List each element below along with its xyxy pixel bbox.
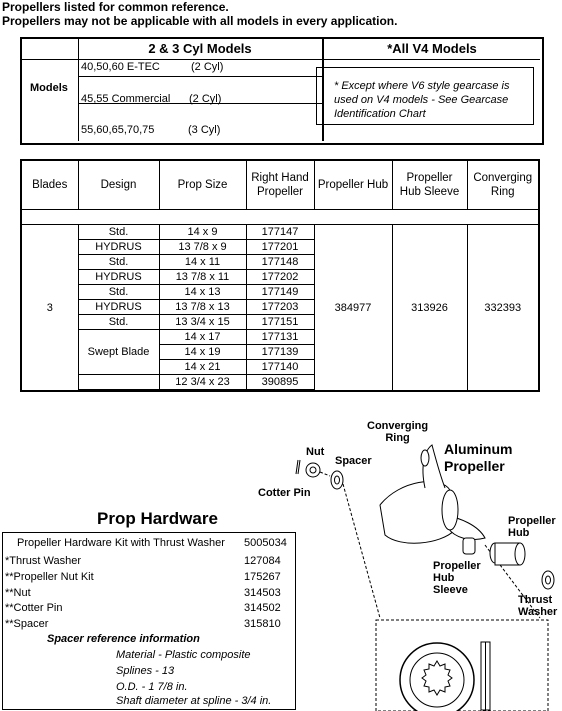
design-cell: HYDRUS bbox=[78, 270, 159, 285]
hardware-item-name: Propeller Hardware Kit with Thrust Washer bbox=[17, 537, 225, 549]
model-entry-name: 45,55 Commercial bbox=[81, 93, 171, 105]
label-cotter-pin: Cotter Pin bbox=[258, 487, 311, 499]
spacer-icon bbox=[331, 471, 343, 489]
spacer-side-view-icon bbox=[481, 642, 490, 710]
spacer-info-title: Spacer reference information bbox=[47, 633, 200, 645]
size-cell: 13 7/8 x 9 bbox=[159, 240, 246, 255]
converging-ring-icon bbox=[421, 450, 429, 466]
label-aluminum-propeller: Aluminum Propeller bbox=[444, 441, 513, 474]
col-header-hub: Propeller Hub bbox=[314, 160, 392, 210]
v4-note-line: * Except where V6 style gearcase is bbox=[334, 80, 510, 92]
size-cell: 14 x 19 bbox=[159, 345, 246, 360]
models-row-label: Models bbox=[30, 82, 68, 94]
thrust-washer-icon bbox=[542, 571, 554, 589]
label-hub-sleeve: Propeller Hub Sleeve bbox=[433, 560, 481, 596]
propeller-table bbox=[20, 159, 540, 392]
model-entry-name: 40,50,60 E-TEC bbox=[81, 61, 160, 73]
header-line-2: Propellers may not be applicable with all models in every application. bbox=[2, 14, 398, 28]
v4-note-line: used on V4 models - See Gearcase bbox=[334, 94, 509, 106]
col-header-rh-propeller: Right Hand Propeller bbox=[246, 160, 314, 210]
header-line-1: Propellers listed for common reference. bbox=[2, 0, 229, 14]
pn-cell: 177151 bbox=[246, 315, 314, 330]
col-header-sleeve: Propeller Hub Sleeve bbox=[392, 160, 467, 210]
hardware-item-name: **Cotter Pin bbox=[5, 602, 63, 614]
model-entry-cyl: (2 Cyl) bbox=[189, 93, 222, 105]
pn-cell: 177139 bbox=[246, 345, 314, 360]
pn-cell: 177201 bbox=[246, 240, 314, 255]
hardware-item-name: *Thrust Washer bbox=[5, 555, 82, 567]
propeller-hub-icon bbox=[490, 543, 525, 565]
model-entry-cyl: (2 Cyl) bbox=[191, 61, 224, 73]
col-header-prop-size: Prop Size bbox=[159, 160, 246, 210]
blades-cell: 3 bbox=[21, 225, 78, 392]
design-cell: HYDRUS bbox=[78, 300, 159, 315]
spacer-info-line: Material - Plastic composite bbox=[116, 649, 251, 661]
pn-cell: 177131 bbox=[246, 330, 314, 345]
hardware-item-pn: 314503 bbox=[244, 587, 281, 599]
size-cell: 14 x 13 bbox=[159, 285, 246, 300]
hardware-item-name: **Spacer bbox=[5, 618, 49, 630]
hardware-item-pn: 315810 bbox=[244, 618, 281, 630]
cotter-pin-icon bbox=[296, 460, 300, 474]
model-entry-cyl: (3 Cyl) bbox=[188, 124, 221, 136]
size-cell: 13 3/4 x 15 bbox=[159, 315, 246, 330]
size-cell: 13 7/8 x 11 bbox=[159, 270, 246, 285]
swept-blade-cell: Swept Blade bbox=[78, 330, 159, 375]
pn-cell: 177149 bbox=[246, 285, 314, 300]
spacer-info-line: Splines - 13 bbox=[116, 665, 175, 677]
pn-cell: 177148 bbox=[246, 255, 314, 270]
size-cell: 14 x 21 bbox=[159, 360, 246, 375]
label-spacer: Spacer bbox=[335, 455, 372, 467]
pn-cell: 177140 bbox=[246, 360, 314, 375]
pn-cell: 390895 bbox=[246, 375, 314, 390]
pn-cell: 177147 bbox=[246, 225, 314, 240]
pn-cell: 177202 bbox=[246, 270, 314, 285]
size-cell: 14 x 9 bbox=[159, 225, 246, 240]
pn-cell: 177203 bbox=[246, 300, 314, 315]
size-cell: 14 x 11 bbox=[159, 255, 246, 270]
v4-note-line: Identification Chart bbox=[334, 108, 426, 120]
hardware-item-name: **Nut bbox=[5, 587, 31, 599]
label-nut: Nut bbox=[306, 446, 325, 458]
size-cell: 14 x 17 bbox=[159, 330, 246, 345]
ring-cell: 332393 bbox=[467, 225, 539, 392]
spacer-front-view-icon bbox=[400, 643, 474, 711]
label-propeller-hub: Propeller Hub bbox=[508, 515, 556, 539]
spacer-info-line: Shaft diameter at spline - 3/4 in. bbox=[116, 695, 272, 707]
col-header-ring: Converging Ring bbox=[467, 160, 539, 210]
design-cell: Std. bbox=[78, 315, 159, 330]
prop-hardware-box bbox=[2, 532, 296, 710]
spacer-info-line: O.D. - 1 7/8 in. bbox=[116, 681, 188, 693]
prop-hardware-title: Prop Hardware bbox=[97, 509, 218, 528]
hardware-item-name: **Propeller Nut Kit bbox=[5, 571, 94, 583]
col-header-design: Design bbox=[78, 160, 159, 210]
hardware-item-pn: 5005034 bbox=[244, 537, 287, 549]
design-cell: Std. bbox=[78, 285, 159, 300]
hub-cell: 384977 bbox=[314, 225, 392, 392]
design-cell: HYDRUS bbox=[78, 240, 159, 255]
models-table bbox=[20, 37, 544, 145]
col-header-blades: Blades bbox=[21, 160, 78, 210]
hardware-item-pn: 314502 bbox=[244, 602, 281, 614]
nut-icon bbox=[306, 463, 320, 477]
hardware-item-pn: 175267 bbox=[244, 571, 281, 583]
hardware-item-pn: 127084 bbox=[244, 555, 281, 567]
size-cell: 13 7/8 x 13 bbox=[159, 300, 246, 315]
design-cell: Std. bbox=[78, 255, 159, 270]
models-col2-title: *All V4 Models bbox=[387, 41, 477, 56]
models-col1-title: 2 & 3 Cyl Models bbox=[148, 41, 252, 56]
hub-sleeve-icon bbox=[463, 538, 475, 554]
design-cell: Std. bbox=[78, 225, 159, 240]
model-entry-name: 55,60,65,70,75 bbox=[81, 124, 155, 136]
size-cell: 12 3/4 x 23 bbox=[159, 375, 246, 390]
label-converging-ring: Converging Ring bbox=[367, 420, 429, 444]
label-thrust-washer: Thrust Washer bbox=[518, 594, 558, 618]
sleeve-cell: 313926 bbox=[392, 225, 467, 392]
